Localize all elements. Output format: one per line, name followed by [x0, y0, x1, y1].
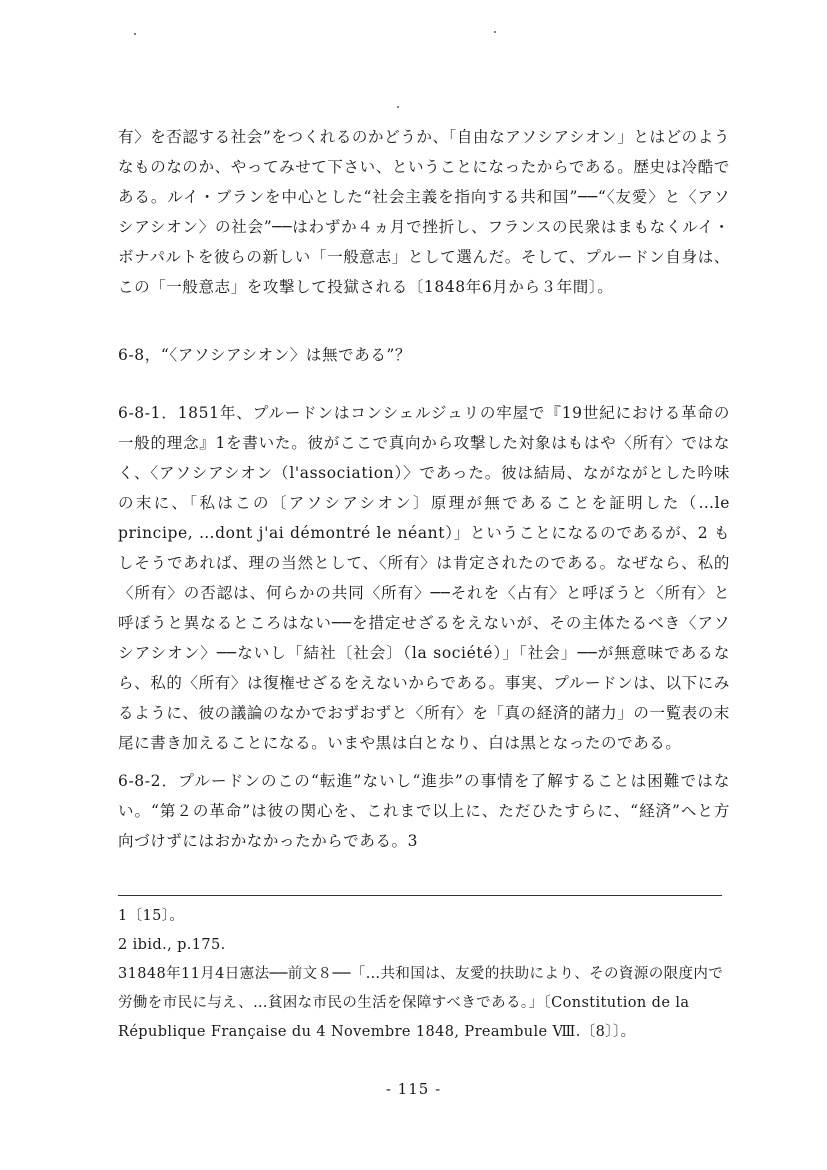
body-paragraph — [118, 766, 730, 856]
page-number: - 115 - — [385, 1080, 442, 1098]
footnotes — [118, 902, 730, 1047]
footnote-divider — [118, 895, 722, 896]
body-paragraph — [118, 398, 730, 758]
paragraph-text: 6-8-1．1851年、プルードンはコンシェルジュリの牢屋で『19世紀における革命の一般的理念』1を書いた。彼がここで真向から攻撃した対象はもはや〈所有〉ではなく、〈アソシアシオン（l'association）〉であった。彼は結局、ながながとした吟味の末に、「私はこの〔アソシアシオン〕原理が無であることを証明した（…le principe, …dont j'ai démontré le néant）」ということになるのであるが、2 もしそうであれば、理の当然として、〈所有〉は肯定されたのである。なぜなら、私的〈所有〉の否認は、何らかの共同〈所有〉──それを〈占有〉と呼ぼうと〈所有〉と呼ぼうと異なるところはない──を措定せざるをえないが、その主体たるべき〈アソシアシオン〉──ないし「結社〔社会〕（la société）」「社会」──が無意味であるなら、私的〈所有〉は復権せざるをえないからである。事実、プルードンは、以下にみるように、彼の議論のなかでおずおずと〈所有〉を「真の経済的諸力」の一覧表の末尾に書き加えることになる。いまや黒は白となり、白は黒となったのである。 — [118, 404, 730, 752]
body-paragraph — [118, 122, 730, 302]
paragraph-text: 有〉を否認する社会”をつくれるのかどうか、「自由なアソシアシオン」とはどのようなものなのか、やってみせて下さい、ということになったからである。歴史は冷酷である。ルイ・ブランを中心とした“社会主義を指向する共和国”──“〈友愛〉と〈アソシアシオン〉の社会”──はわずか４ヵ月で挫折し、フランスの民衆はまもなくルイ・ボナパルトを彼らの新しい「一般意志」として選んだ。そして、プルードン自身は、この「一般意志」を攻撃して投獄される〔1848年6月から３年間〕。 — [118, 128, 730, 296]
scan-speck — [397, 106, 399, 108]
footnote: 1〔15〕。 — [118, 908, 185, 924]
footnote: 31848年11月4日憲法──前文８──「…共和国は、友愛的扶助により、その資源の限度内で労働を市民に与え、…貧困な市民の生活を保障すべきである。」〔Constitution de la République Française du 4 Novembre 1848, Preambule Ⅷ.〔8〕〕。 — [118, 966, 724, 1040]
section-heading-text: 6-8，“〈アソシアシオン〉は無である”？ — [118, 346, 412, 364]
paragraph-text: 6-8-2．プルードンのこの“転進”ないし“進歩”の事情を了解することは困難ではない。“第２の革命”は彼の関心を、これまで以上に、ただひたすらに、“経済”へと方向づけずにはおかなかったからである。3 — [118, 772, 730, 850]
scan-speck — [134, 33, 136, 35]
section-heading — [118, 340, 730, 370]
scan-speck — [494, 31, 496, 33]
footnote: 2 ibid., p.175. — [118, 937, 226, 953]
